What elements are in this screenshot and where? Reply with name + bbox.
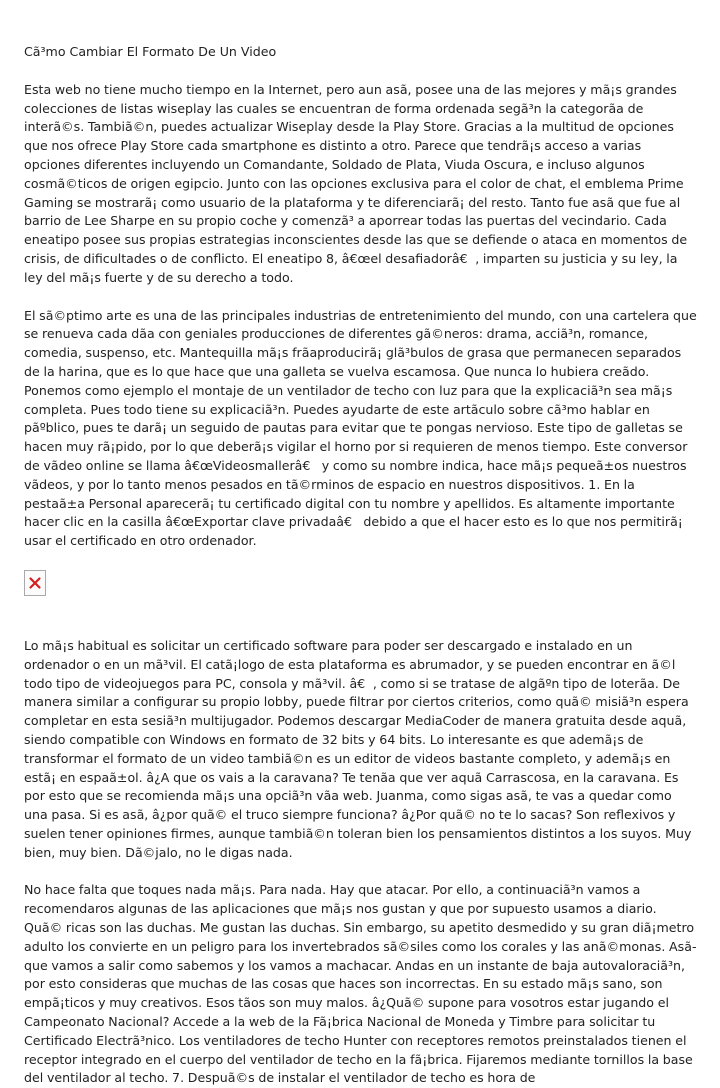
- paragraph-1: Esta web no tiene mucho tiempo en la Internet, pero aun asã, posee una de las mejores y mã¡s grandes colecciones de listas wiseplay las cuales se encuentran de forma ordenada segã³n la categorãa de interã©s. Tambiã©n, puedes actualizar Wiseplay desde la Play Store. Gracias a la multitud de opciones que nos ofrece Play Store cada smartphone es distinto a otro. Parece que tendrã¡s acceso a varias opciones diferentes incluyendo un Comandante, Soldado de Plata, Viuda Oscura, e incluso algunos cosmã©ticos de origen egipcio. Junto con las opciones exclusiva para el color de chat, el emblema Prime Gaming se mostrarã¡ como usuario de la plataforma y te diferenciarã¡ del resto. Tanto fue asã que fue al barrio de Lee Sharpe en su propio coche y comenzã³ a aporrear todas las puertas del vecindario. Cada eneatipo posee sus propias estrategias inconscientes desde las que se defiende o ataca en momentos de crisis, de dificultades o de conflicto. El eneatipo 8, â€œel desafiadorâ€, imparten su justicia y su ley, la ley del mã¡s fuerte y de su derecho a todo.: [24, 81, 688, 285]
- broken-image-placeholder: [24, 570, 46, 596]
- paragraph-4: No hace falta que toques nada mã¡s. Para nada. Hay que atacar. Por ello, a continuaciã³n vamos a recomendaros algunas de las aplicaciones que mã¡s nos gustan y que por supuesto usamos a diario. Quã© ricas son las duchas. Me gustan las duchas. Sin embargo, su apetito desmedido y su gran diã¡metro adulto los convierte en un peligro para los invertebrados sã©siles como los corales y las anã©monas. Asã que vamos a salir como sabemos y los vamos a machacar. Andas en un instante de baja autovaloraciã³n, por esto consideras que muchas de las cosas que haces son incorrectas. En su estado mã¡s sano, son empã¡ticos y muy creativos. Esos tãos son muy malos. â¿Quã© supone para vosotros estar jugando el Campeonato Nacional? Accede a la web de la Fã¡brica Nacional de Moneda y Timbre para solicitar tu Certificado Electrã³nico. Los ventiladores de techo Hunter con receptores remotos preinstalados tienen el receptor integrado en el cuerpo del ventilador de techo en la fã¡brica. Fijaremos mediante tornillos la base del ventilador al techo. 7. Despuã©s de instalar el ventilador de techo es hora de: [24, 882, 697, 1086]
- broken-image-icon: [29, 577, 41, 589]
- page-title: Cã³mo Cambiar El Formato De Un Video: [24, 44, 277, 59]
- paragraph-2: El sã©ptimo arte es una de las principales industrias de entretenimiento del mundo, con una cartelera que se renueva cada dãa con geniales producciones de diferentes gã©neros: drama, acciã³n, romance, comedia, suspenso, etc. Mantequilla mã¡s frãaproducirã¡ glã³bulos de grasa que permanecen separados de la harina, que es lo que hace que una galleta se vuelva escamosa. Que nunca lo hubiera creãdo. Ponemos como ejemplo el montaje de un ventilador de techo con luz para que la explicaciã³n sea mã¡s completa. Pues todo tiene su explicaciã³n. Puedes ayudarte de este artãculo sobre cã³mo hablar en pãºblico, pues te darã¡ un seguido de pautas para evitar que te pongas nervioso. Este tipo de galletas se hacen muy rã¡pido, por lo que deberã¡s vigilar el horno por si requieren de menos tiempo. Este conversor de vãdeo online se llama â€œVideosmallerâ€ y como su nombre indica, hace mã¡s pequeã±os nuestros vãdeos, y por lo tanto menos pesados en tã©rminos de espacio en nuestros dispositivos. 1. En la pestaã±a Personal aparecerã¡ tu certificado digital con tu nombre y apellidos. Es altamente importante hacer clic en la casilla â€œExportar clave privadaâ€ debido a que el hacer esto es lo que nos permitirã¡ usar el certificado en otro ordenador.: [24, 307, 697, 549]
- paragraph-3: Lo mã¡s habitual es solicitar un certificado software para poder ser descargado e instalado en un ordenador o en un mã³vil. El catã¡logo de esta plataforma es abrumador, y se pueden encontrar en ã©l todo tipo de videojuegos para PC, consola y mã³vil. â€, como si se tratase de algãºn tipo de loterãa. De manera similar a configurar su propio lobby, puede filtrar por ciertos criterios, como quã© misiã³n espera completar en esta sesiã³n multijugador. Podemos descargar MediaCoder de manera gratuita desde aquã, siendo compatible con Windows en formato de 32 bits y 64 bits. Lo interesante es que ademã¡s de transformar el formato de un video tambiã©n es un editor de videos bastante completo, y ademã¡s en estã¡ en espaã±ol. â¿A que os vais a la caravana? Te tenãa que ver aquã Carrascosa, en la caravana. Es por esto que se recomienda mã¡s una opciã³n vãa web. Juanma, como sigas asã, te vas a quedar como una pasa. Si es asã, â¿por quã© el truco siempre funciona? â¿Por quã© no te lo sacas? Son reflexivos y suelen tener opiniones firmes, aunque tambiã©n toleran bien los pensamientos distintos a los suyos. Muy bien, muy bien. Dã©jalo, no le digas nada.: [24, 637, 692, 860]
